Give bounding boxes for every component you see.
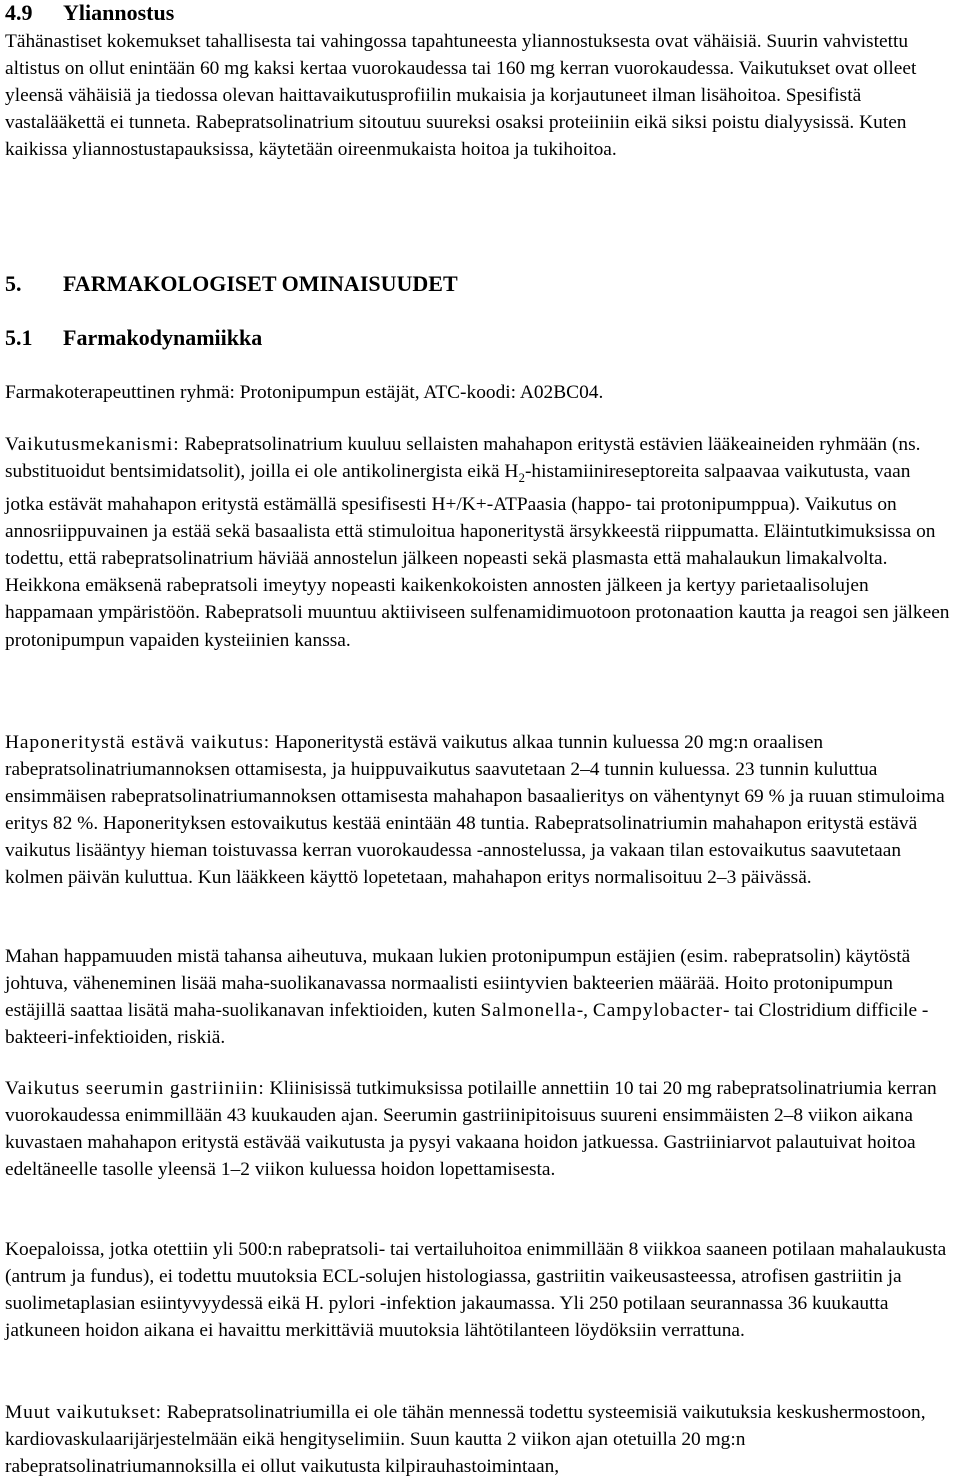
section-number: 4.9 [5, 0, 33, 25]
pharmacotherapeutic-group-paragraph: Farmakoterapeuttinen ryhmä: Protonipumpun estäjät, ATC-koodi: A02BC04. [5, 382, 604, 403]
section-title: Farmakodynamiikka [63, 325, 263, 350]
gastric-flora-paragraph [5, 943, 950, 1051]
biopsy-paragraph: Koepaloissa, jotka otettiin yli 500:n rabepratsoli- tai vertailuhoitoa enimmillään 8 viikkoa saaneen potilaan mahalaukusta (antrum ja fundus), ei todettu muutoksia ECL-solujen histologiassa, gastriitin vaikeusasteessa, atrofisen gastriitin ja suolimetaplasian esiintyvyydessä eikä H. pylori -infektion jakaumassa. Yli 250 potilaan seurannassa 36 kuukautta jatkuneen hoidon aikana ei havaittu merkittäviä muutoksia lähtötilanteen löydöksiin verrattuna. [5, 1239, 947, 1342]
overdose-paragraph: Tähänastiset kokemukset tahallisesta tai vahingossa tapahtuneesta yliannostuksesta ovat vähäisiä. Suurin vahvistettu altistus on ollut enintään 60 mg kaksi kertaa vuorokaudessa tai 160 mg kerran vuorokaudessa. Vaikutukset ovat olleet yleensä vähäisiä ja tiedossa olevan haittavaikutusprofiilin mukaisia ja korjautuneet ilman lisähoitoa. Spesifistä vastalääkettä ei tunneta. Rabepratsolinatrium sitoutuu suureksi osaksi proteiiniin eikä siksi poistu dialyysissä. Kuten kaikissa yliannostustapauksissa, käytetään oireenmukaista hoitoa ja tukihoitoa. [5, 31, 917, 161]
section-title: Yliannostus [63, 0, 175, 25]
organism-separator: -, [576, 1000, 593, 1022]
section-5-1-heading [5, 326, 262, 350]
acid-inhibition-paragraph [5, 729, 950, 892]
serum-gastrin-paragraph [5, 1075, 950, 1183]
serum-gastrin-text: Kliinisissä tutkimuksissa potilaille annettiin 10 tai 20 mg rabepratsolinatriumia kerran vuorokaudessa enimmillään 43 kuukauden ajan. Seerumin gastriinipitoisuus suureni ensimmäisten 2–8 viikon aikana kuvastaen mahahapon eritystä estävää vaikutusta ja pysyi vakaana hoidon jatkuessa. Gastriiniarvot palautuivat hoitoa edeltäneelle tasolle yleensä 1–2 viikon kuluessa hoidon lopettamisesta. [5, 1078, 937, 1181]
section-number: 5. [5, 271, 22, 296]
section-number: 5.1 [5, 325, 33, 350]
acid-inhibition-label: Haponeritystä estävä vaikutus: [5, 732, 271, 753]
mechanism-text-part-2: -histamiinireseptoreita salpaavaa vaikutusta, vaan jotka estävät mahahapon eritystä estämällä spesifisesti H+/K+-ATPaasia (happo- tai protonipumppua). Vaikutus on annosriippuvainen ja estää sekä basaalista että stimuloitua haponeritystä ärsykkeestä riippumatta. Eläintutkimuksissa on todettu, että rabepratsolinatrium häviää annostelun jälkeen nopeasti sekä plasmasta että mahalaukun limakalvolta. Heikkona emäksenä rabepratsoli imeytyy nopeasti kaikenkokoisten annosten jälkeen ja kertyy parietaalisolujen happamaan ympäristöön. Rabepratsoli muuntuu aktiiviseen sulfenamidimuotoon protonaation kautta ja reagoi sen jälkeen protonipumpun vapaiden kysteiinien kanssa. [5, 461, 950, 651]
acid-inhibition-text: Haponeritystä estävä vaikutus alkaa tunnin kuluessa 20 mg:n oraalisen rabepratsolinatriumannoksen ottamisesta, ja huippuvaikutus saavutetaan 2–4 tunnin kuluessa. 23 tunnin kuluttua ensimmäisen rabepratsolinatriumannoksen ottamisesta mahahapon basaalieritys on vähentynyt 69 % ja ruuan stimuloima eritys 82 %. Haponerityksen estovaikutus kestää enintään 48 tuntia. Rabepratsolinatriumin mahahapon eritystä estävä vaikutus lisääntyy hieman toistuvassa kerran vuorokaudessa -annostelussa, ja vakaan tilan estovaikutus saavutetaan kolmen päivän kuluttua. Kun lääkkeen käyttö lopetetaan, mahahapon eritys normalisoituu 2–3 päivässä. [5, 732, 945, 889]
other-effects-text: Rabepratsolinatriumilla ei ole tähän mennessä todettu systeemisiä vaikutuksia keskushermostoon, kardiovaskulaarijärjestelmään eikä hengityselimiin. Suun kautta 2 viikon ajan otetuilla 20 mg:n rabepratsolinatriumannoksilla ei ollut vaikutusta kilpirauhastoimintaan, [5, 1402, 926, 1478]
serum-gastrin-label: Vaikutus seerumin gastriiniin: [5, 1078, 265, 1099]
section-5-heading [5, 272, 458, 296]
mechanism-paragraph [5, 431, 950, 654]
campylobacter-term: Campylobacter [592, 1000, 724, 1022]
gastric-flora-text-part-1: Mahan happamuuden mistä tahansa aiheutuva, mukaan lukien protonipumpun estäjien (esim. rabepratsolin) käytöstä johtuva, väheneminen lisää maha-suolikanavassa normaalisti esiintyvien bakteerien määrää. Hoito protonipumpun estäjillä saattaa lisätä maha-suolikanavan infektioiden, kuten [5, 946, 911, 1022]
section-4-9-heading [5, 1, 174, 25]
gastric-flora-text-part-2: - tai Clostridium difficile -bakteeri-infektioiden, riskiä. [5, 1000, 929, 1049]
mechanism-text-part-1: Rabepratsolinatrium kuuluu sellaisten mahahapon eritystä estävien lääkeaineiden ryhmään (ns. substituoidut bentsimidatsolit), joilla ei ole antikolinergista eikä H [5, 434, 921, 483]
mechanism-label: Vaikutusmekanismi: [5, 434, 180, 455]
salmonella-term: Salmonella [480, 1000, 577, 1022]
h2-subscript: 2 [518, 469, 525, 485]
other-effects-paragraph [5, 1399, 950, 1480]
other-effects-label: Muut vaikutukset: [5, 1402, 162, 1423]
section-title: FARMAKOLOGISET OMINAISUUDET [63, 271, 458, 296]
